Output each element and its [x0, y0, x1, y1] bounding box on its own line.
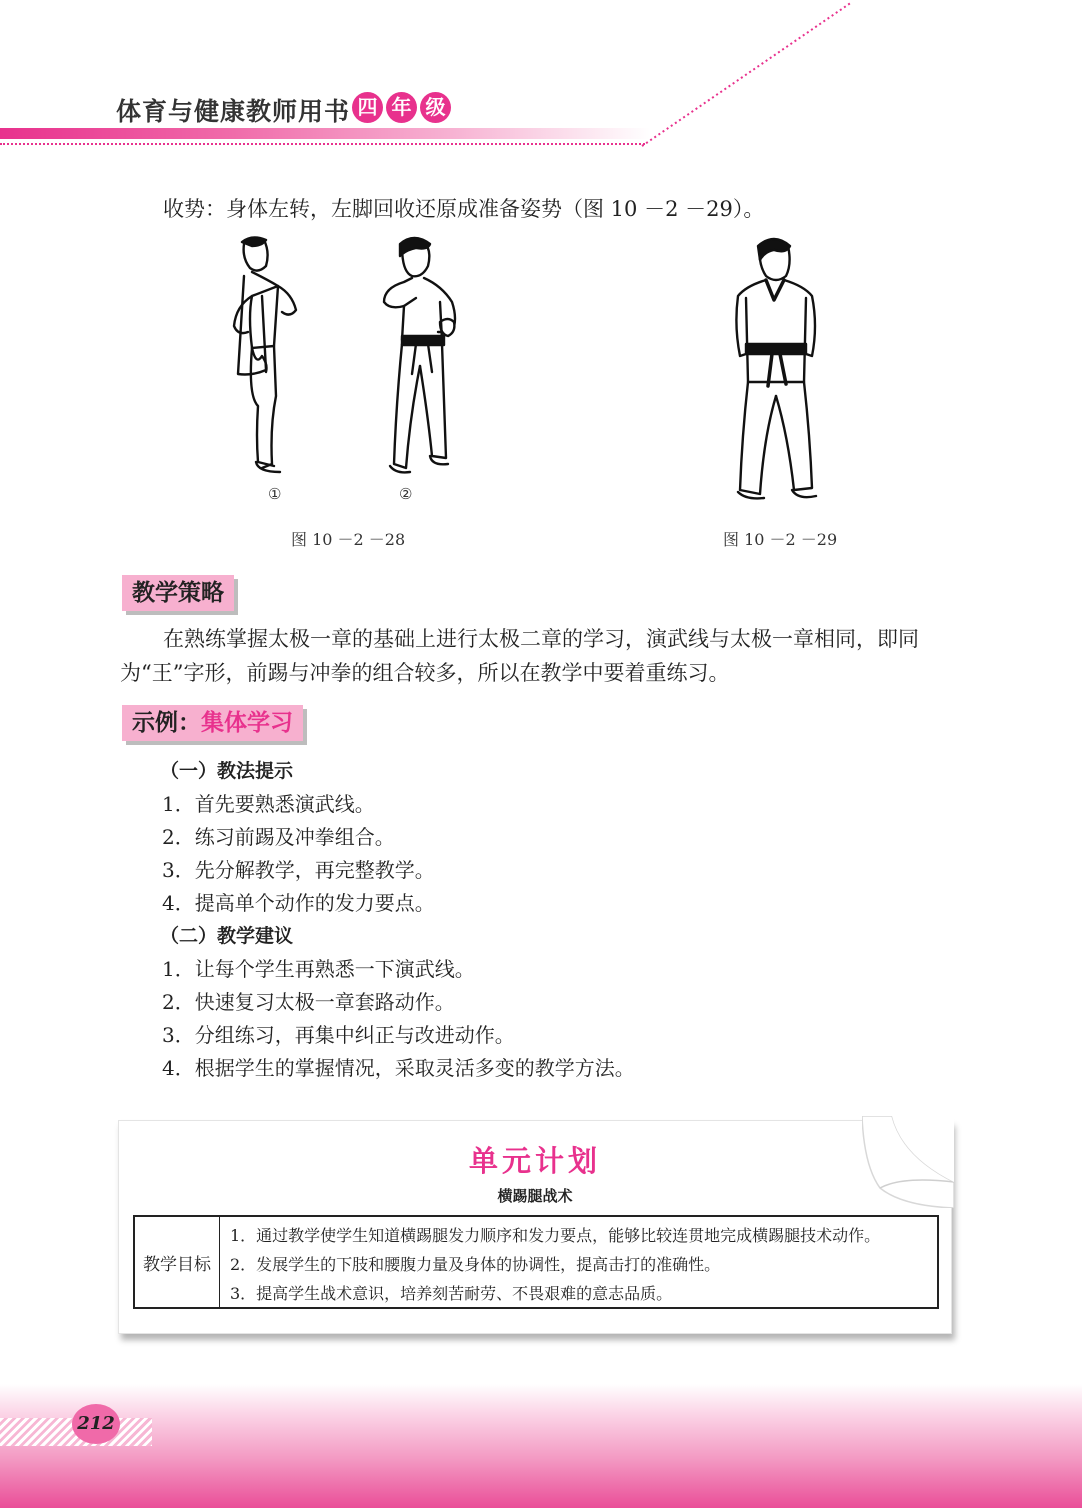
section-title: （一）教法提示: [160, 760, 294, 782]
list-item: 4．根据学生的掌握情况，采取灵活多变的教学方法。: [162, 1056, 635, 1080]
unit-plan-card: [118, 1120, 952, 1334]
section-title: （二）教学建议: [160, 925, 294, 947]
header-bar: [0, 128, 650, 139]
list-item: 3．分组练习，再集中纠正与改进动作。: [162, 1023, 515, 1047]
unit-plan-table: [133, 1215, 939, 1309]
teaching-tips-list: [160, 755, 635, 1085]
goal-item: 1．通过教学使学生知道横踢腿发力顺序和发力要点，能够比较连贯地完成横踢腿技术动作。: [230, 1226, 881, 1245]
list-item: 1．首先要熟悉演武线。: [162, 792, 375, 816]
header-dotted-line: [0, 143, 645, 145]
page-number: 212: [72, 1404, 120, 1444]
example-heading-prefix: 示例：: [132, 710, 201, 736]
grade-char: 级: [420, 92, 451, 123]
example-heading: [122, 705, 303, 741]
goal-item: 3．提高学生战术意识，培养刻苦耐劳、不畏艰难的意志品质。: [230, 1284, 673, 1303]
list-item: 1．让每个学生再熟悉一下演武线。: [162, 957, 475, 981]
figure-caption: 图 10 －2 －28: [291, 530, 406, 549]
strategy-line-2: 为“王”字形，前踢与冲拳的组合较多，所以在教学中要着重练习。: [120, 661, 730, 685]
header-diagonal-dots: [640, 0, 870, 150]
list-item: 2．快速复习太极一章套路动作。: [162, 990, 455, 1014]
unit-plan-title: 单元计划: [468, 1144, 601, 1178]
page-curl-decoration: [862, 1116, 954, 1208]
strategy-heading: 教学策略: [122, 575, 234, 611]
footer-band: [0, 1384, 1082, 1508]
figure-label: ②: [399, 485, 413, 503]
figure-caption: 图 10 －2 －29: [723, 530, 838, 549]
unit-plan-subtitle: 横踢腿战术: [497, 1187, 573, 1205]
grade-char: 四: [352, 92, 383, 123]
taekwondo-figure-punch-illustration: [376, 236, 468, 480]
goal-item: 2．发展学生的下肢和腰腹力量及身体的协调性，提高击打的准确性。: [230, 1255, 721, 1274]
list-item: 2．练习前踢及冲拳组合。: [162, 825, 395, 849]
goal-list: [220, 1217, 937, 1307]
taekwondo-figure-kick-illustration: [222, 236, 312, 480]
strategy-line-1: 在熟练掌握太极一章的基础上进行太极二章的学习，演武线与太极一章相同，即同: [163, 627, 919, 651]
taekwondo-figure-ready-stance-illustration: [726, 236, 826, 506]
list-item: 4．提高单个动作的发力要点。: [162, 891, 435, 915]
figure-label: ①: [268, 485, 282, 503]
example-heading-main: 集体学习: [201, 710, 293, 736]
grade-badge: [352, 92, 451, 123]
grade-char: 年: [386, 92, 417, 123]
table-row-header: 教学目标: [135, 1217, 220, 1307]
book-title: 体育与健康教师用书: [116, 97, 351, 126]
list-item: 3．先分解教学，再完整教学。: [162, 858, 435, 882]
intro-text: 收势：身体左转，左脚回收还原成准备姿势（图 10 －2 －29）。: [163, 197, 765, 221]
